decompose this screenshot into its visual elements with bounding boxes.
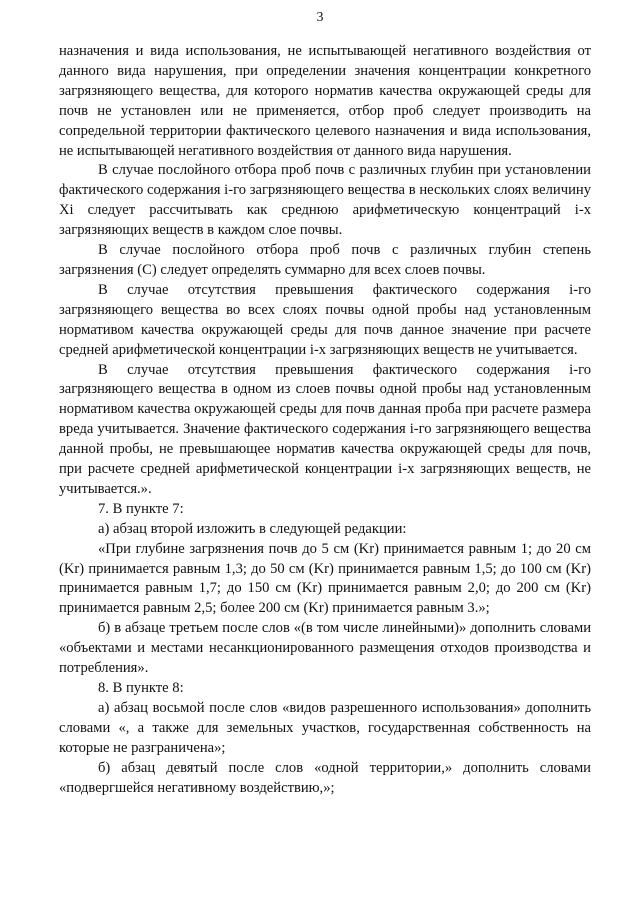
paragraph: а) абзац второй изложить в следующей редакции: (98, 520, 407, 537)
page-number: 3 (316, 10, 324, 25)
paragraph: 7. В пункте 7: (98, 500, 184, 517)
paragraph: В случае послойного отбора проб почв с различных глубин степень загрязнения (С) следует определять суммарно для всех слоев почвы. (59, 242, 591, 278)
paragraph: В случае послойного отбора проб почв с различных глубин при установлении фактического содержания i-го загрязняющего вещества в нескольких слоях величину Xi следует рассчитывать как среднюю арифметическую концентраций i-х загрязняющих веществ в каждом слое почвы. (59, 162, 591, 239)
paragraph: 8. В пункте 8: (98, 680, 184, 696)
paragraph: В случае отсутствия превышения фактического содержания i-го загрязняющего вещества в одном из слоев почвы одной пробы над установленным нормативом качества окружающей среды для почв данная проба при расчете размера вреда учитывается. Значение фактического содержания i-го загрязняющего вещества данной пробы, не превышающее норматив качества окружающей среды для почв, при расчете средней арифметической концентрации i-х загрязняющих веществ, не учитывается.». (59, 361, 591, 497)
paragraph: б) абзац девятый после слов «одной территории,» дополнить словами «подвергшейся негативному воздействию,»; (59, 759, 591, 796)
paragraph: В случае отсутствия превышения фактического содержания i-го загрязняющего вещества во всех слоях почвы одной пробы над установленным нормативом качества окружающей среды для почв данное значение при расчете средней арифметической концентрации i-х загрязняющих веществ не учитывается. (59, 281, 591, 358)
document-body (59, 42, 591, 798)
paragraph: «При глубине загрязнения почв до 5 см (Kr) принимается равным 1; до 20 см (Kr) принимается равным 1,3; до 50 см (Kr) принимается равным 1,5; до 100 см (Kr) принимается равным 1,7; до 150 см (Kr) принимается равным 2,0; до 200 см (Kr) принимается равным 2,5; более 200 см (Kr) принимается равным 3.»; (59, 540, 591, 617)
paragraph: а) абзац восьмой после слов «видов разрешенного использования» дополнить словами «, а также для земельных участков, государственная собственность на которые не разграничена»; (59, 699, 591, 756)
paragraph: назначения и вида использования, не испытывающей негативного воздействия от данного вида нарушения, при определении значения концентрации конкретного загрязняющего вещества, для которого норматив качества окружающей среды для почв не установлен или не применяется, отбор проб следует производить на сопредельной территории фактического целевого назначения и вида использования, не испытывающей негативного воздействия от данного вида нарушения. (59, 43, 591, 159)
paragraph: б) в абзаце третьем после слов «(в том числе линейными)» дополнить словами «объектами и местами несанкционированного размещения отходов производства и потребления». (59, 620, 591, 677)
